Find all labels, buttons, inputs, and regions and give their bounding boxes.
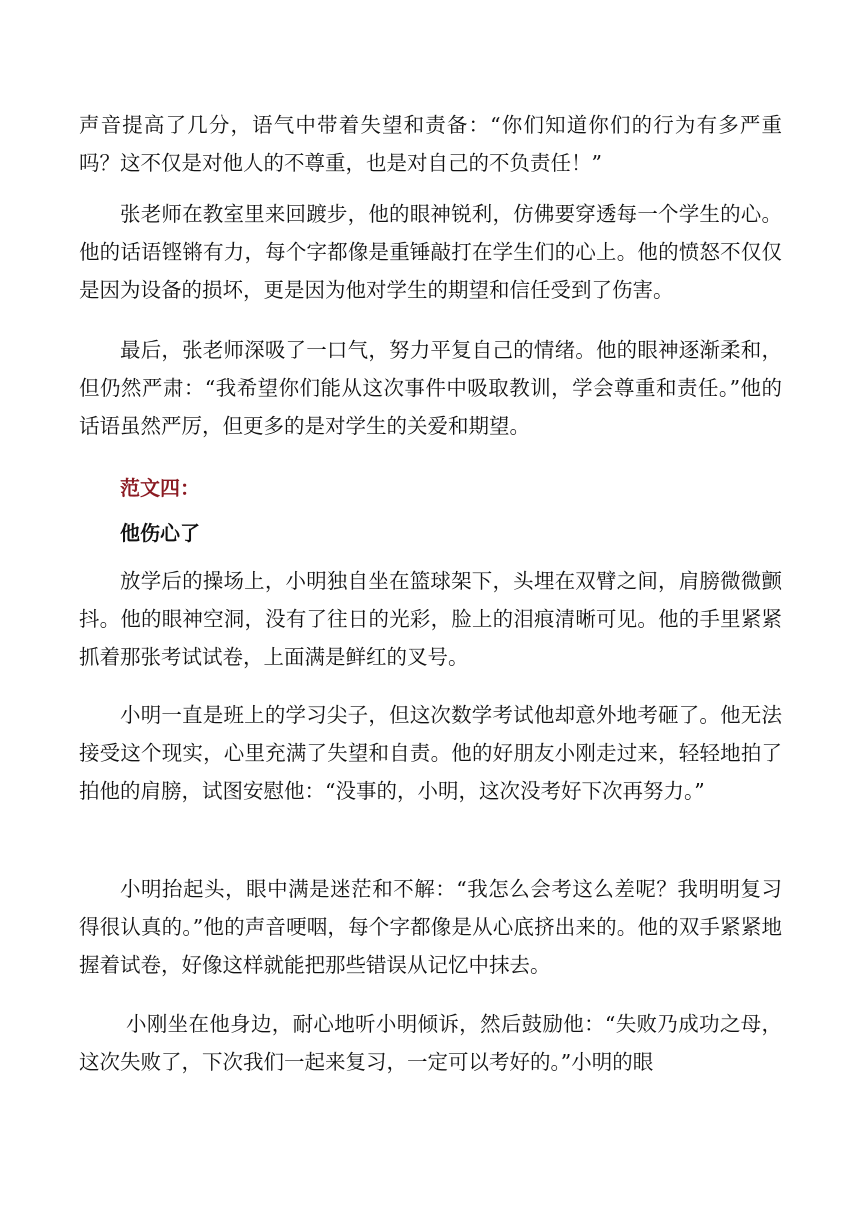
paragraph-teacher-calm: 最后，张老师深吸了一口气，努力平复自己的情绪。他的眼神逐渐柔和，但仍然严肃：“我希望你们能从这次事件中吸取教训，学会尊重和责任。”他的话语虽然严厉，但更多的是对学生的关爱和期望。 (79, 338, 782, 438)
paragraph-xiaoming-reply: 小明抬起头，眼中满是迷茫和不解：“我怎么会考这么差呢？我明明复习得很认真的。”他的声音哽咽，每个字都像是从心底挤出来的。他的双手紧紧地握着试卷，好像这样就能把那些错误从记忆中抹去。 (79, 877, 782, 977)
paragraph-continuation: 声音提高了几分，语气中带着失望和责备：“你们知道你们的行为有多严重吗？这不仅是对他人的不尊重，也是对自己的不负责任！” (79, 113, 782, 175)
section-label: 范文四： (120, 476, 200, 500)
paragraph-teacher-pacing: 张老师在教室里来回踱步，他的眼神锐利，仿佛要穿透每一个学生的心。他的话语铿锵有力，每个字都像是重锤敲打在学生们的心上。他的愤怒不仅仅是因为设备的损坏，更是因为他对学生的期望和信任受到了伤害。 (79, 202, 782, 302)
paragraph-exam-failure: 小明一直是班上的学习尖子，但这次数学考试他却意外地考砸了。他无法接受这个现实，心里充满了失望和自责。他的好朋友小刚走过来，轻轻地拍了拍他的肩膀，试图安慰他：“没事的，小明，这次没考好下次再努力。” (79, 703, 782, 803)
paragraph-playground: 放学后的操场上，小明独自坐在篮球架下，头埋在双臂之间，肩膀微微颤抖。他的眼神空洞，没有了往日的光彩，脸上的泪痕清晰可见。他的手里紧紧抓着那张考试试卷，上面满是鲜红的叉号。 (79, 569, 782, 669)
essay-title: 他伤心了 (120, 521, 200, 545)
paragraph-xiaogang-encourage: 小刚坐在他身边，耐心地听小明倾诉，然后鼓励他：“失败乃成功之母，这次失败了，下次我们一起来复习，一定可以考好的。”小明的眼 (79, 1012, 782, 1074)
